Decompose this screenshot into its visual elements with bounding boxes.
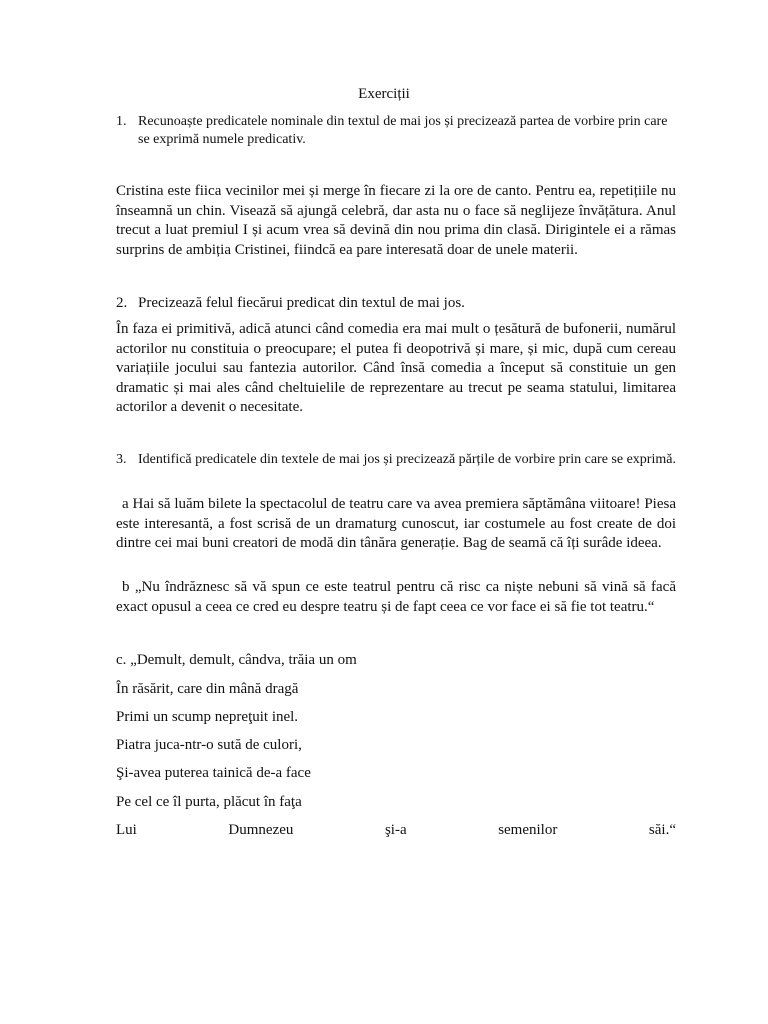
poem-line: Şi-avea puterea tainică de-a face xyxy=(116,765,311,781)
exercise-3-text-b: b „Nu îndrăznesc să vă spun ce este teatrul pentru că risc ca niște nebuni să vină să facă exact opusul a ceea ce cred eu despre teatru și de fapt ceea ce vor face ei să fie tot teatru.“ xyxy=(116,579,676,615)
poem-line: Primi un scump nepreţuit inel. xyxy=(116,709,299,725)
exercise-2-text: În faza ei primitivă, adică atunci când comedia era mai mult o țesătură de bufonerii, numărul actorilor nu constituia o preocupare; el putea fi deopotrivă și mare, și mic, după cum cereau variațiile jocului sau fantezia autorilor. Când însă comedia a început să constituie un gen dramatic și mai ales când cheltuielile de reprezentare au trecut pe seama statului, limitarea actorilor a devenit o necesitate. xyxy=(116,321,676,415)
poem-word: semenilor xyxy=(498,822,558,838)
exercise-3-instruction xyxy=(116,451,676,469)
poem-line: Piatra juca-ntr-o sută de culori, xyxy=(116,737,302,753)
exercise-2-instruction-text: Precizează felul fiecărui predicat din textul de mai jos. xyxy=(138,295,465,311)
exercise-3-instruction-text: Identifică predicatele din textele de mai jos și precizează părțile de vorbire prin care se exprimă. xyxy=(138,452,676,467)
exercise-3-number: 3. xyxy=(116,452,127,467)
exercise-1-instruction xyxy=(116,113,676,149)
poem-last-line xyxy=(116,822,676,839)
exercise-2-number: 2. xyxy=(116,295,128,311)
exercise-1-instruction-text: Recunoaște predicatele nominale din textul de mai jos și precizează partea de vorbire prin care se exprimă numele predicativ. xyxy=(138,114,668,147)
poem-word: Dumnezeu xyxy=(228,822,294,838)
poem-line: Pe cel ce îl purta, plăcut în faţa xyxy=(116,794,302,810)
page-title: Exerciții xyxy=(358,86,410,102)
poem-word: şi-a xyxy=(384,822,407,838)
exercise-2-instruction xyxy=(116,294,676,312)
poem-word: Lui xyxy=(116,822,137,838)
exercise-3-text-a: a Hai să luăm bilete la spectacolul de teatru care va avea premiera săptămâna viitoare! Piesa este interesantă, a fost scrisă de un dramaturg cunoscut, iar costumele au fost create de doi dintre cei mai buni creatori de modă din tânăra generație. Bag de seamă că îți surâde ideea. xyxy=(116,496,676,551)
poem-line: c. „Demult, demult, cândva, trăia un om xyxy=(116,652,357,668)
poem-line: În răsărit, care din mână dragă xyxy=(116,681,299,697)
exercise-1-number: 1. xyxy=(116,114,127,129)
exercise-1-text: Cristina este fiica vecinilor mei și merge în fiecare zi la ore de canto. Pentru ea, repetițiile nu înseamnă un chin. Visează să ajungă celebră, dar asta nu o face să neglijeze învățătura. Anul trecut a luat premiul I și acum vrea să devină din nou prima din clasă. Dirigintele ei a rămas surprins de ambiția Cristinei, fiindcă ea pare interesată doar de unele materii. xyxy=(116,183,676,258)
poem-word: săi.“ xyxy=(648,822,676,838)
